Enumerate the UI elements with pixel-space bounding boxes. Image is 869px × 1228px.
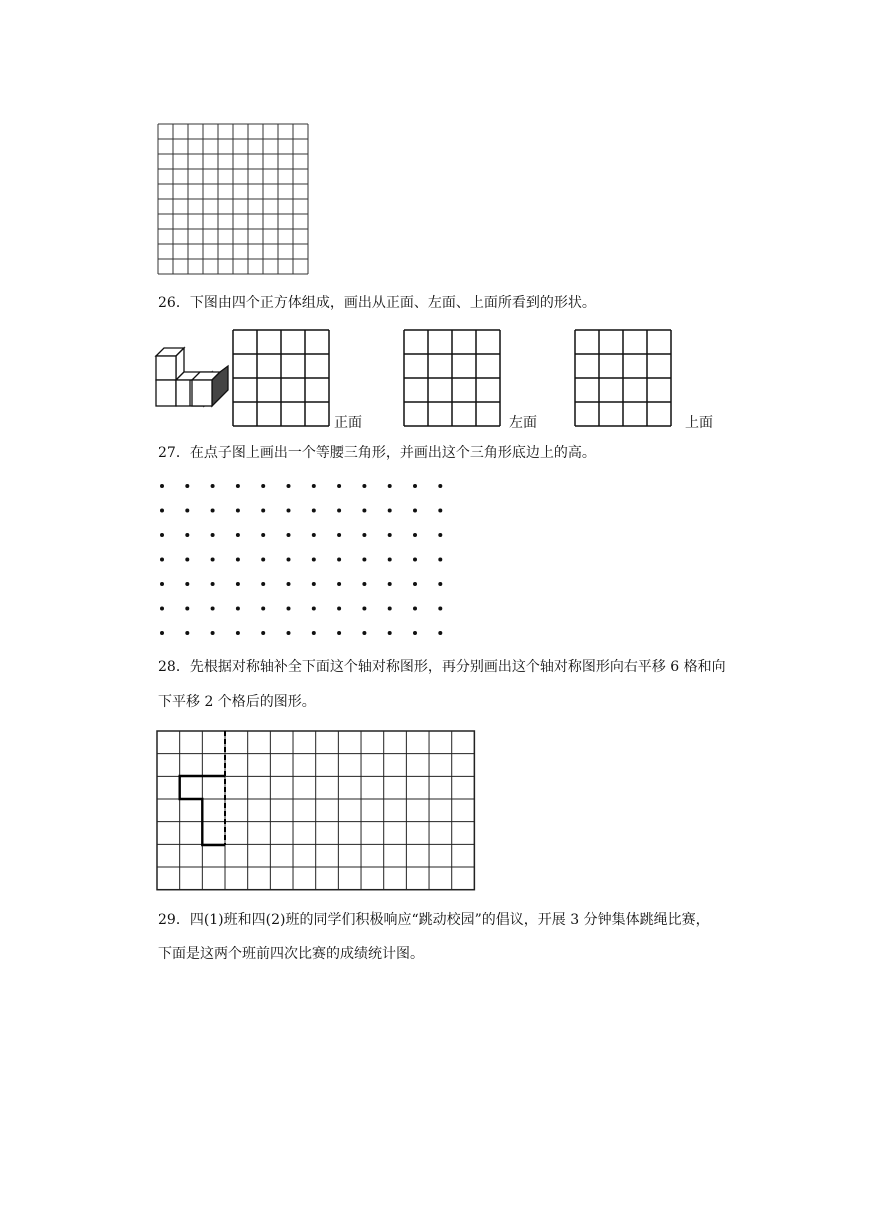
- grid-dot: [160, 607, 164, 611]
- grid-dot: [438, 631, 442, 635]
- grid-dot: [287, 558, 291, 562]
- grid-dot: [388, 582, 392, 586]
- question-28-text-line2: 下平移 2 个格后的图形。: [158, 694, 316, 710]
- grid-dot: [236, 558, 240, 562]
- grid-dot: [185, 607, 189, 611]
- left-view-label: 左面: [509, 415, 537, 431]
- grid-dot: [160, 631, 164, 635]
- grid-dot: [438, 484, 442, 488]
- grid-dot: [211, 582, 215, 586]
- grid-dot: [236, 533, 240, 537]
- grid-dot: [261, 558, 265, 562]
- question-29-text-line1: 29．四(1)班和四(2)班的同学们积极响应“跳动校园”的倡议，开展 3 分钟集体跳绳比赛，: [158, 912, 710, 928]
- question-26-text: 26．下图由四个正方体组成，画出从正面、左面、上面所看到的形状。: [158, 295, 596, 311]
- grid-dot: [160, 484, 164, 488]
- grid-dot: [362, 558, 366, 562]
- top-view-grid: [575, 330, 675, 430]
- grid-dot: [287, 607, 291, 611]
- grid-dot: [287, 533, 291, 537]
- grid-dot: [160, 558, 164, 562]
- grid-dot: [287, 631, 291, 635]
- grid-dot: [337, 509, 341, 513]
- grid-dot: [211, 484, 215, 488]
- grid-dot: [236, 484, 240, 488]
- grid-dot: [236, 509, 240, 513]
- grid-dot: [312, 558, 316, 562]
- grid-dot: [287, 484, 291, 488]
- grid-dot: [261, 582, 265, 586]
- top-view-label: 上面: [685, 415, 713, 431]
- grid-dot: [211, 607, 215, 611]
- grid-dot: [211, 558, 215, 562]
- grid-dot: [312, 484, 316, 488]
- grid-dot: [261, 607, 265, 611]
- question-29-text-line2: 下面是这两个班前四次比赛的成绩统计图。: [158, 946, 424, 962]
- grid-dot: [413, 631, 417, 635]
- front-view-grid: [233, 330, 333, 430]
- grid-dot: [160, 533, 164, 537]
- grid-dot: [236, 631, 240, 635]
- grid-dot: [261, 484, 265, 488]
- grid-dot: [413, 484, 417, 488]
- question-27-text: 27．在点子图上画出一个等腰三角形，并画出这个三角形底边上的高。: [158, 445, 596, 461]
- grid-dot: [337, 533, 341, 537]
- grid-dot: [362, 484, 366, 488]
- cube-stack-figure: [152, 342, 232, 412]
- grid-dot: [312, 607, 316, 611]
- grid-dot: [388, 607, 392, 611]
- grid-dot: [337, 631, 341, 635]
- grid-dot: [362, 509, 366, 513]
- grid-dot: [438, 509, 442, 513]
- grid-dot: [413, 533, 417, 537]
- grid-dot: [362, 582, 366, 586]
- grid-dot: [312, 533, 316, 537]
- grid-dot: [413, 607, 417, 611]
- grid-dot: [160, 509, 164, 513]
- grid-dot: [362, 607, 366, 611]
- grid-dot: [312, 509, 316, 513]
- grid-dot: [312, 582, 316, 586]
- grid-dot: [362, 533, 366, 537]
- grid-dot: [388, 509, 392, 513]
- grid-dot: [261, 631, 265, 635]
- grid-dot: [185, 582, 189, 586]
- grid-dot: [337, 607, 341, 611]
- grid-dot: [388, 558, 392, 562]
- grid-dot: [261, 509, 265, 513]
- question-28-text-line1: 28．先根据对称轴补全下面这个轴对称图形，再分别画出这个轴对称图形向右平移 6 格和向: [158, 659, 726, 675]
- grid-dot: [337, 558, 341, 562]
- grid-dot: [185, 631, 189, 635]
- grid-dot: [211, 631, 215, 635]
- grid-dot: [438, 558, 442, 562]
- grid-dot: [236, 582, 240, 586]
- top-answer-grid: [158, 124, 308, 274]
- grid-dot: [388, 631, 392, 635]
- grid-dot: [185, 484, 189, 488]
- grid-dot: [413, 558, 417, 562]
- grid-dot: [413, 509, 417, 513]
- left-view-grid: [404, 330, 504, 430]
- symmetry-translation-grid: [157, 731, 477, 896]
- grid-dot: [388, 484, 392, 488]
- grid-dot: [287, 582, 291, 586]
- grid-dot: [337, 484, 341, 488]
- grid-dot: [287, 509, 291, 513]
- grid-dot: [236, 607, 240, 611]
- grid-dot: [160, 582, 164, 586]
- grid-dot: [185, 533, 189, 537]
- grid-dot: [438, 607, 442, 611]
- grid-dot: [362, 631, 366, 635]
- grid-dot: [312, 631, 316, 635]
- front-view-label: 正面: [334, 415, 362, 431]
- grid-dot: [211, 533, 215, 537]
- grid-dot: [337, 582, 341, 586]
- dot-grid: [158, 478, 458, 638]
- grid-dot: [185, 509, 189, 513]
- grid-dot: [438, 533, 442, 537]
- grid-dot: [413, 582, 417, 586]
- grid-dot: [388, 533, 392, 537]
- grid-dot: [211, 509, 215, 513]
- grid-dot: [438, 582, 442, 586]
- grid-dot: [185, 558, 189, 562]
- grid-dot: [261, 533, 265, 537]
